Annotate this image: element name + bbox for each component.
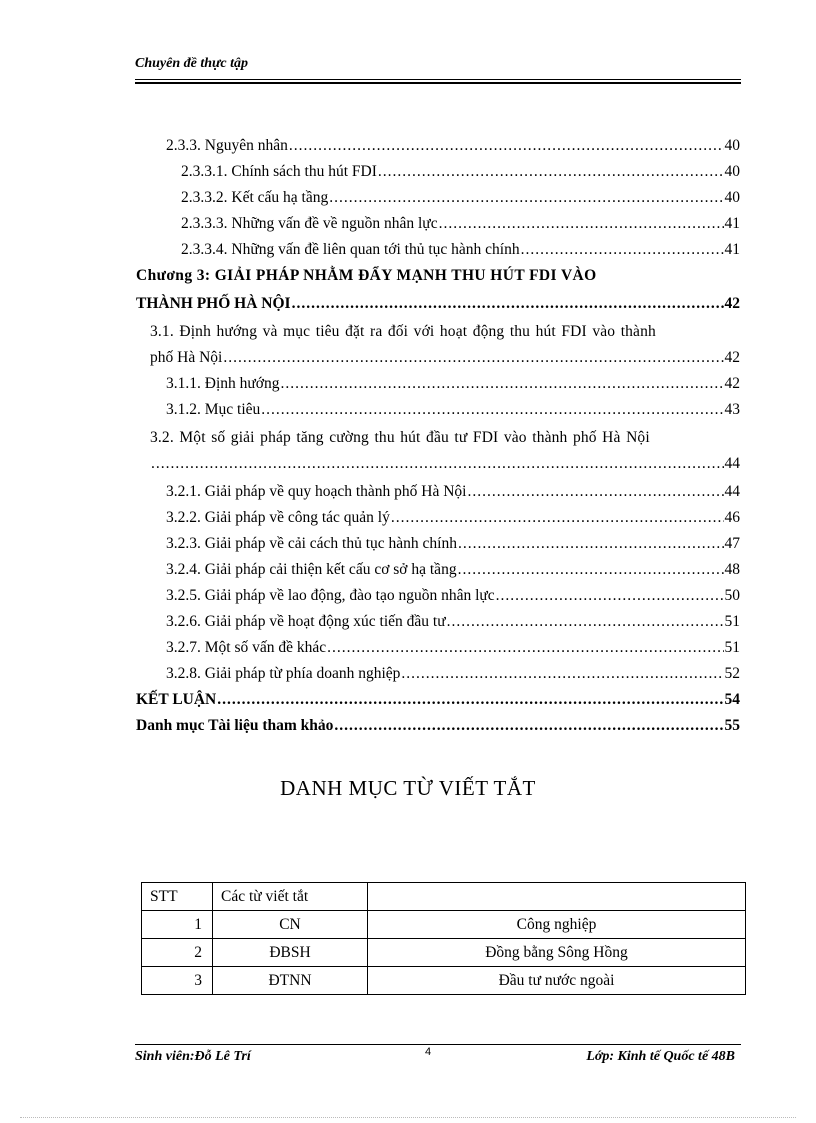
cell-abbreviation: ĐBSH <box>213 939 368 967</box>
toc-entry-page: 51 <box>724 639 740 656</box>
page-number: 4 <box>425 1046 432 1058</box>
toc-entry-text: 3.1.1. Định hướng <box>166 375 280 392</box>
toc-entry[interactable] <box>181 156 740 182</box>
toc-leader-dots <box>496 586 724 606</box>
toc-entry[interactable] <box>181 182 740 208</box>
toc-entry-page: 51 <box>724 613 740 630</box>
table-header-row <box>142 883 746 911</box>
cell-stt: 2 <box>142 939 213 967</box>
toc-leader-dots <box>261 400 723 420</box>
toc-entry[interactable] <box>150 448 740 474</box>
toc-leader-dots <box>217 690 723 710</box>
toc-entry[interactable] <box>166 528 740 554</box>
toc-entry-text: 3.1.2. Mục tiêu <box>166 401 261 418</box>
toc-entry-text: 3.2.7. Một số vấn đề khác <box>166 639 327 656</box>
toc-entry-text: phố Hà Nội <box>150 349 223 366</box>
toc-entry-page: 42 <box>724 295 740 312</box>
toc-chapter-title[interactable]: Chương 3: GIẢI PHÁP NHẰM ĐẨY MẠNH THU HÚT FDI VÀO <box>136 267 597 284</box>
header-rule-thick <box>135 82 741 84</box>
toc-entry[interactable] <box>136 684 740 710</box>
toc-leader-dots <box>289 136 724 156</box>
toc-entry-page: 40 <box>724 137 740 154</box>
toc-entry-text: 3.2.4. Giải pháp cải thiện kết cấu cơ sở hạ tầng <box>166 561 457 578</box>
table-row <box>142 939 746 967</box>
toc-leader-dots <box>467 482 723 502</box>
toc-entry[interactable] <box>166 554 740 580</box>
toc-section-title[interactable]: 3.1. Định hướng và mục tiêu đặt ra đối với hoạt động thu hút FDI vào thành <box>150 323 656 340</box>
table-row <box>142 967 746 995</box>
toc-leader-dots <box>401 664 723 684</box>
toc-entry-text: 2.3.3. Nguyên nhân <box>166 137 288 154</box>
cell-meaning: Công nghiệp <box>368 911 746 939</box>
toc-entry-page: 41 <box>724 241 740 258</box>
toc-entry-text: 3.2.5. Giải pháp về lao động, đào tạo nguồn nhân lực <box>166 587 495 604</box>
toc-entry-text: 3.2.2. Giải pháp về công tác quản lý <box>166 509 390 526</box>
table-row <box>142 911 746 939</box>
toc-entry-text: 2.3.3.2. Kết cấu hạ tầng <box>181 189 329 206</box>
toc-entry[interactable] <box>166 632 740 658</box>
toc-entry[interactable] <box>166 580 740 606</box>
footer-class: Lớp: Kinh tế Quốc tế 48B <box>586 1049 735 1064</box>
toc-leader-dots <box>391 508 724 528</box>
toc-entry-page: 47 <box>724 535 740 552</box>
toc-leader-dots <box>223 348 723 368</box>
toc-leader-dots <box>327 638 723 658</box>
toc-leader-dots <box>151 454 724 474</box>
toc-entry[interactable] <box>166 130 740 156</box>
cell-stt: 3 <box>142 967 213 995</box>
toc-entry[interactable] <box>166 502 740 528</box>
toc-entry[interactable] <box>136 288 740 314</box>
toc-entry-page: 46 <box>724 509 740 526</box>
toc-leader-dots <box>292 294 724 314</box>
toc-entry[interactable] <box>181 234 740 260</box>
footer-student: Sinh viên:Đỗ Lê Trí <box>135 1049 251 1064</box>
footer-rule <box>135 1044 741 1045</box>
header-stt: STT <box>142 883 213 911</box>
header-rule <box>135 79 741 80</box>
toc-entry-text: 3.2.6. Giải pháp về hoạt động xúc tiến đầu tư <box>166 613 446 630</box>
toc-entry[interactable] <box>166 476 740 502</box>
toc-entry-page: 50 <box>724 587 740 604</box>
cell-meaning: Đồng bằng Sông Hồng <box>368 939 746 967</box>
toc-entry-page: 48 <box>724 561 740 578</box>
toc-entry[interactable] <box>166 368 740 394</box>
toc-entry-page: 44 <box>724 455 740 472</box>
toc-leader-dots <box>521 240 724 260</box>
toc-leader-dots <box>280 374 723 394</box>
toc-entry-page: 54 <box>724 691 740 708</box>
toc-entry[interactable] <box>150 342 740 368</box>
toc-entry-page: 42 <box>724 375 740 392</box>
cell-abbreviation: ĐTNN <box>213 967 368 995</box>
cell-meaning: Đầu tư nước ngoài <box>368 967 746 995</box>
toc-entry-text: 2.3.3.4. Những vấn đề liên quan tới thủ tục hành chính <box>181 241 520 258</box>
toc-entry-page: 55 <box>724 717 740 734</box>
toc-entry-page: 52 <box>724 665 740 682</box>
toc-entry-page: 42 <box>724 349 740 366</box>
toc-entry-text: 3.2.1. Giải pháp về quy hoạch thành phố Hà Nội <box>166 483 467 500</box>
toc-entry-page: 44 <box>724 483 740 500</box>
toc-entry-text: 2.3.3.3. Những vấn đề về nguồn nhân lực <box>181 215 438 232</box>
toc-entry-page: 43 <box>724 401 740 418</box>
toc-entry-text: 3.2.3. Giải pháp về cải cách thủ tục hành chính <box>166 535 457 552</box>
toc-entry-text: 2.3.3.1. Chính sách thu hút FDI <box>181 163 377 180</box>
page-header <box>135 54 741 74</box>
page-edge-divider <box>20 1117 796 1118</box>
toc-entry-text: THÀNH PHỐ HÀ NỘI <box>136 295 291 312</box>
abbreviations-table <box>141 882 746 995</box>
abbreviations-title: DANH MỤC TỪ VIẾT TẮT <box>280 776 536 800</box>
toc-entry[interactable] <box>166 658 740 684</box>
toc-leader-dots <box>329 188 723 208</box>
cell-stt: 1 <box>142 911 213 939</box>
toc-leader-dots <box>439 214 724 234</box>
toc-entry[interactable] <box>181 208 740 234</box>
toc-leader-dots <box>334 716 723 736</box>
toc-entry-page: 41 <box>724 215 740 232</box>
toc-entry-text: KẾT LUẬN <box>136 691 217 708</box>
toc-entry[interactable] <box>166 606 740 632</box>
toc-leader-dots <box>378 162 724 182</box>
toc-leader-dots <box>458 534 724 554</box>
toc-entry-page: 40 <box>724 189 740 206</box>
cell-abbreviation: CN <box>213 911 368 939</box>
toc-leader-dots <box>447 612 724 632</box>
header-meaning <box>368 883 746 911</box>
toc-entry[interactable] <box>166 394 740 420</box>
toc-leader-dots <box>458 560 724 580</box>
toc-entry-text: 3.2.8. Giải pháp từ phía doanh nghiệp <box>166 665 401 682</box>
header-title: Chuyên đề thực tập <box>135 56 249 71</box>
toc-section-title[interactable]: 3.2. Một số giải pháp tăng cường thu hút đầu tư FDI vào thành phố Hà Nội <box>150 429 650 446</box>
toc-entry-text: Danh mục Tài liệu tham khảo <box>136 717 334 734</box>
page-footer <box>135 1044 741 1068</box>
toc-entry-page: 40 <box>724 163 740 180</box>
toc-entry[interactable] <box>136 710 740 736</box>
header-abbreviation: Các từ viết tắt <box>213 883 368 911</box>
